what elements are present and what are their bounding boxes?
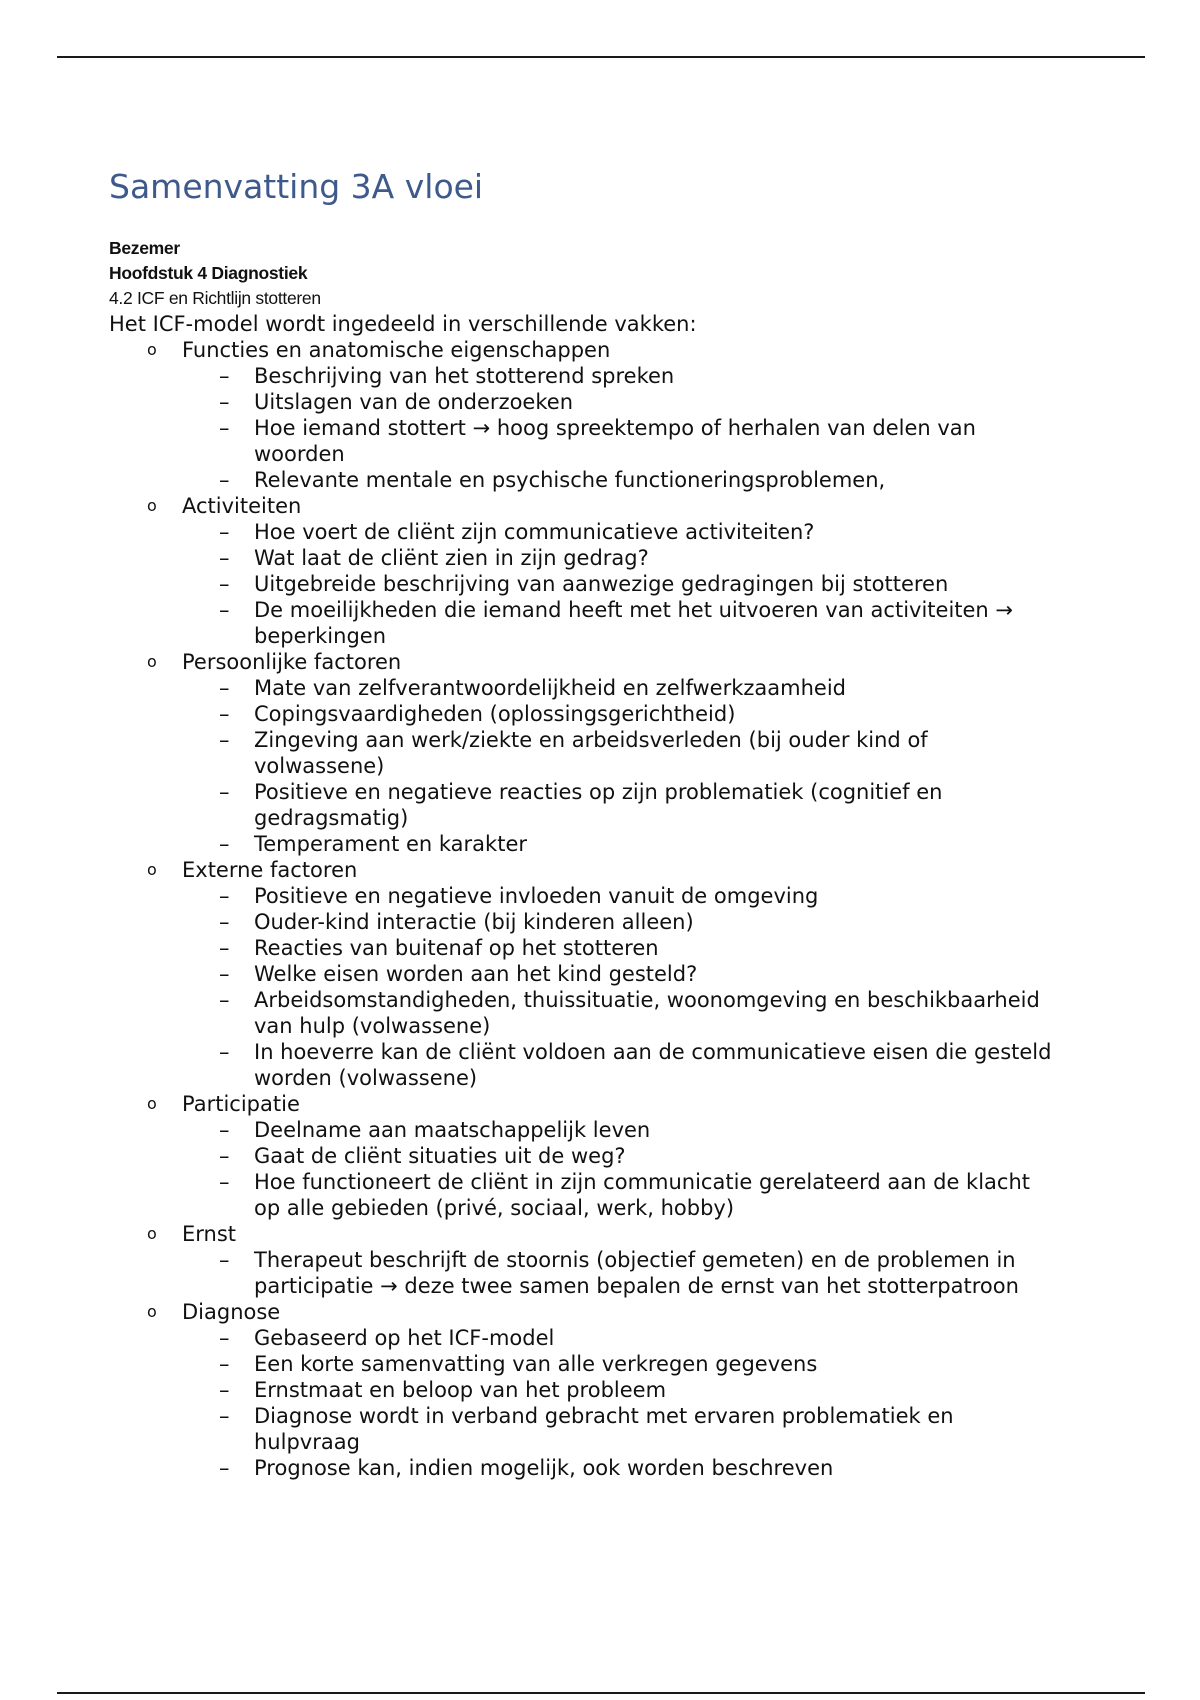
author-line: Bezemer: [109, 238, 180, 258]
list-item: [109, 1143, 1054, 1169]
icf-section: [109, 649, 1109, 857]
dash-bullet-icon: –: [219, 884, 230, 908]
circle-bullet-icon: o: [147, 652, 157, 671]
list-item-text: Hoe iemand stottert → hoog spreektempo of herhalen van delen van woorden: [254, 416, 976, 466]
dash-bullet-icon: –: [219, 546, 230, 570]
list-item-text: Beschrijving van het stotterend spreken: [254, 364, 675, 388]
list-item: [109, 1247, 1054, 1299]
list-item-text: Hoe functioneert de cliënt in zijn communicatie gerelateerd aan de klacht op alle gebieden (privé, sociaal, werk, hobby): [254, 1170, 1031, 1220]
dash-bullet-icon: –: [219, 390, 230, 414]
circle-bullet-icon: o: [147, 860, 157, 879]
list-item: [109, 1455, 1054, 1481]
section-items-list: [109, 1247, 1109, 1299]
document-body: [109, 165, 1109, 1481]
list-item: [109, 467, 1054, 493]
icf-sections-list: [109, 337, 1109, 1481]
section-heading-item: [109, 1299, 1109, 1325]
list-item: [109, 961, 1054, 987]
list-item: [109, 727, 1054, 779]
icf-section: [109, 857, 1109, 1091]
dash-bullet-icon: –: [219, 1456, 230, 1480]
circle-bullet-icon: o: [147, 496, 157, 515]
list-item: [109, 1403, 1054, 1455]
circle-bullet-icon: o: [147, 1094, 157, 1113]
list-item: [109, 1377, 1054, 1403]
dash-bullet-icon: –: [219, 832, 230, 856]
list-item-text: Ouder-kind interactie (bij kinderen alleen): [254, 910, 694, 934]
section-heading-item: [109, 857, 1109, 883]
list-item-text: Therapeut beschrijft de stoornis (objectief gemeten) en de problemen in participatie → deze twee samen bepalen de ernst van het stotterpatroon: [254, 1248, 1019, 1298]
circle-bullet-icon: o: [147, 1224, 157, 1243]
icf-section: [109, 1091, 1109, 1221]
section-heading-label: Functies en anatomische eigenschappen: [182, 338, 611, 362]
dash-bullet-icon: –: [219, 1404, 230, 1428]
list-item-text: In hoeverre kan de cliënt voldoen aan de communicatieve eisen die gesteld worden (volwassene): [254, 1040, 1052, 1090]
section-heading-item: [109, 649, 1109, 675]
list-item-text: Welke eisen worden aan het kind gesteld?: [254, 962, 698, 986]
dash-bullet-icon: –: [219, 1352, 230, 1376]
dash-bullet-icon: –: [219, 364, 230, 388]
list-item-text: Mate van zelfverantwoordelijkheid en zelfwerkzaamheid: [254, 676, 846, 700]
dash-bullet-icon: –: [219, 728, 230, 752]
section-heading-label: Persoonlijke factoren: [182, 650, 402, 674]
list-item-text: Reacties van buitenaf op het stotteren: [254, 936, 659, 960]
list-item-text: Ernstmaat en beloop van het probleem: [254, 1378, 667, 1402]
section-items-list: [109, 883, 1109, 1091]
circle-bullet-icon: o: [147, 1302, 157, 1321]
list-item: [109, 389, 1054, 415]
dash-bullet-icon: –: [219, 988, 230, 1012]
icf-section: [109, 493, 1109, 649]
dash-bullet-icon: –: [219, 598, 230, 622]
dash-bullet-icon: –: [219, 910, 230, 934]
icf-section: [109, 1221, 1109, 1299]
list-item: [109, 415, 1054, 467]
list-item-text: Positieve en negatieve invloeden vanuit de omgeving: [254, 884, 819, 908]
list-item-text: Gaat de cliënt situaties uit de weg?: [254, 1144, 626, 1168]
dash-bullet-icon: –: [219, 1144, 230, 1168]
dash-bullet-icon: –: [219, 1118, 230, 1142]
list-item-text: Relevante mentale en psychische functioneringsproblemen,: [254, 468, 886, 492]
list-item-text: Wat laat de cliënt zien in zijn gedrag?: [254, 546, 649, 570]
list-item-text: Copingsvaardigheden (oplossingsgerichtheid): [254, 702, 736, 726]
list-item: [109, 519, 1054, 545]
section-items-list: [109, 1117, 1109, 1221]
header-rule: [57, 56, 1145, 58]
icf-section: [109, 1299, 1109, 1481]
section-heading-item: [109, 1221, 1109, 1247]
list-item: [109, 779, 1054, 831]
list-item: [109, 935, 1054, 961]
section-heading-item: [109, 337, 1109, 363]
list-item: [109, 883, 1054, 909]
section-items-list: [109, 363, 1109, 493]
dash-bullet-icon: –: [219, 1040, 230, 1064]
dash-bullet-icon: –: [219, 962, 230, 986]
list-item-text: Diagnose wordt in verband gebracht met ervaren problematiek en hulpvraag: [254, 1404, 954, 1454]
list-item: [109, 1117, 1054, 1143]
section-items-list: [109, 675, 1109, 857]
list-item-text: Deelname aan maatschappelijk leven: [254, 1118, 651, 1142]
list-item-text: Arbeidsomstandigheden, thuissituatie, woonomgeving en beschikbaarheid van hulp (volwassene): [254, 988, 1040, 1038]
footer-rule: [57, 1692, 1145, 1694]
list-item: [109, 701, 1054, 727]
section-items-list: [109, 519, 1109, 649]
list-item-text: Temperament en karakter: [254, 832, 527, 856]
section-heading-item: [109, 493, 1109, 519]
section-heading-label: Externe factoren: [182, 858, 358, 882]
section-heading-label: Participatie: [182, 1092, 300, 1116]
section-heading-item: [109, 1091, 1109, 1117]
intro-text: Het ICF-model wordt ingedeeld in verschillende vakken:: [109, 312, 697, 336]
section-heading-label: Activiteiten: [182, 494, 302, 518]
list-item: [109, 1169, 1054, 1221]
list-item-text: Een korte samenvatting van alle verkregen gegevens: [254, 1352, 818, 1376]
icf-section: [109, 337, 1109, 493]
list-item: [109, 675, 1054, 701]
list-item: [109, 571, 1054, 597]
dash-bullet-icon: –: [219, 702, 230, 726]
list-item-text: De moeilijkheden die iemand heeft met het uitvoeren van activiteiten → beperkingen: [254, 598, 1014, 648]
dash-bullet-icon: –: [219, 520, 230, 544]
dash-bullet-icon: –: [219, 1378, 230, 1402]
list-item-text: Uitslagen van de onderzoeken: [254, 390, 573, 414]
dash-bullet-icon: –: [219, 1248, 230, 1272]
dash-bullet-icon: –: [219, 1170, 230, 1194]
document-title: Samenvatting 3A vloei: [109, 167, 484, 206]
list-item: [109, 831, 1054, 857]
dash-bullet-icon: –: [219, 780, 230, 804]
dash-bullet-icon: –: [219, 416, 230, 440]
dash-bullet-icon: –: [219, 572, 230, 596]
list-item: [109, 597, 1054, 649]
list-item-text: Zingeving aan werk/ziekte en arbeidsverleden (bij ouder kind of volwassene): [254, 728, 928, 778]
section-heading: 4.2 ICF en Richtlijn stotteren: [109, 288, 321, 308]
section-items-list: [109, 1325, 1109, 1481]
list-item: [109, 1325, 1054, 1351]
list-item-text: Gebaseerd op het ICF-model: [254, 1326, 555, 1350]
list-item: [109, 1039, 1054, 1091]
dash-bullet-icon: –: [219, 676, 230, 700]
dash-bullet-icon: –: [219, 936, 230, 960]
list-item-text: Hoe voert de cliënt zijn communicatieve activiteiten?: [254, 520, 815, 544]
list-item: [109, 1351, 1054, 1377]
list-item: [109, 909, 1054, 935]
list-item: [109, 545, 1054, 571]
list-item-text: Uitgebreide beschrijving van aanwezige gedragingen bij stotteren: [254, 572, 949, 596]
dash-bullet-icon: –: [219, 1326, 230, 1350]
list-item-text: Positieve en negatieve reacties op zijn problematiek (cognitief en gedragsmatig): [254, 780, 943, 830]
list-item: [109, 987, 1054, 1039]
section-heading-label: Ernst: [182, 1222, 237, 1246]
chapter-heading: Hoofdstuk 4 Diagnostiek: [109, 263, 308, 283]
section-heading-label: Diagnose: [182, 1300, 281, 1324]
list-item: [109, 363, 1054, 389]
circle-bullet-icon: o: [147, 340, 157, 359]
list-item-text: Prognose kan, indien mogelijk, ook worden beschreven: [254, 1456, 834, 1480]
dash-bullet-icon: –: [219, 468, 230, 492]
